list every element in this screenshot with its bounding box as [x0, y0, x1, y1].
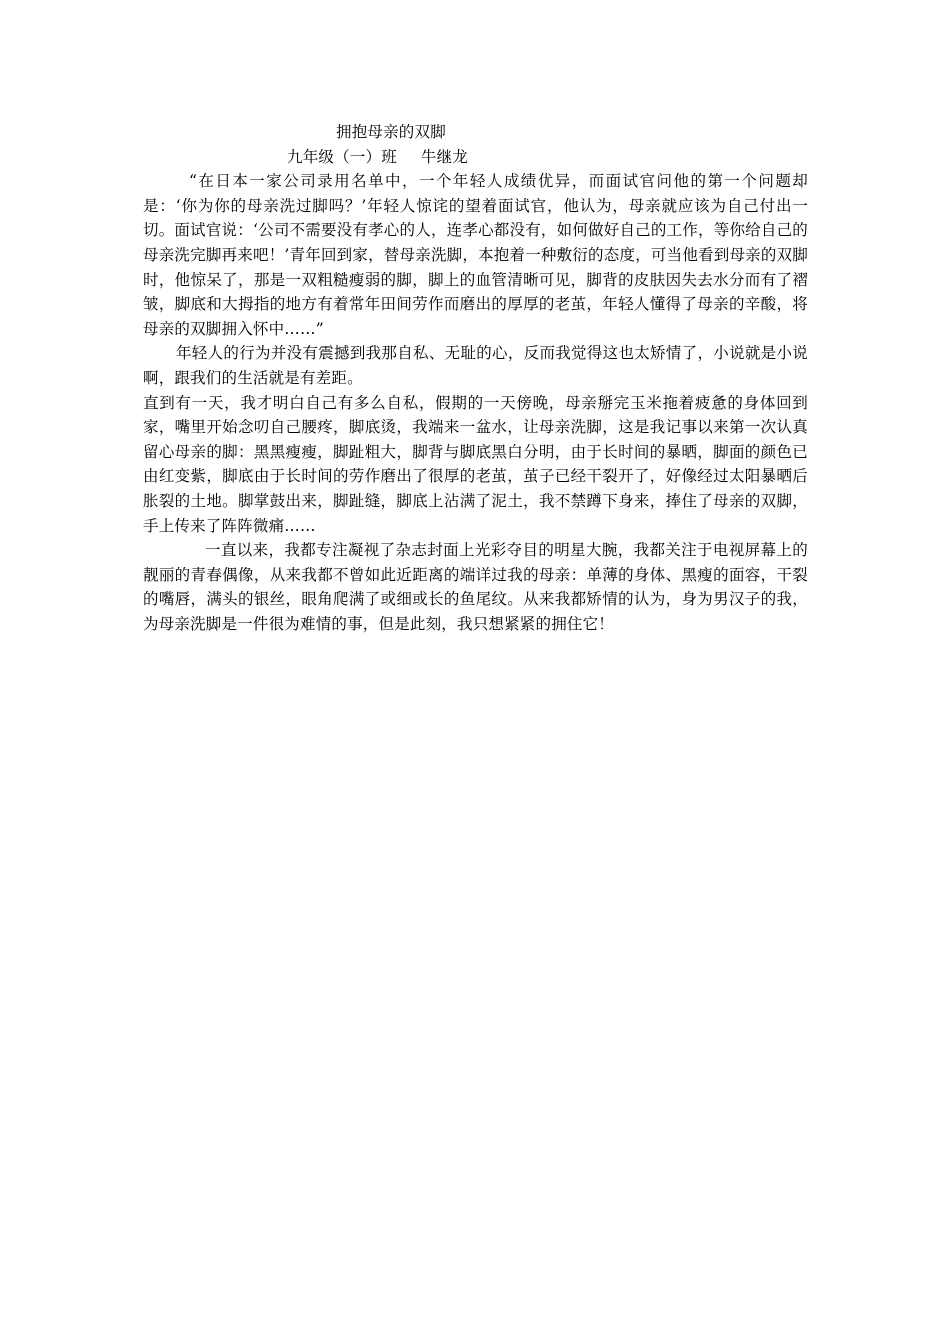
byline	[143, 145, 808, 170]
class-name: 九年级（一）班	[287, 147, 397, 166]
paragraph-2: 年轻人的行为并没有震撼到我那自私、无耻的心，反而我觉得这也太矫情了，小说就是小说啊，跟我们的生活就是有差距。	[143, 344, 808, 387]
author-name: 牛继龙	[420, 147, 469, 166]
document-body	[143, 120, 808, 636]
paragraph-4: 一直以来，我都专注凝视了杂志封面上光彩夺目的明星大腕，我都关注于电视屏幕上的靓丽的青春偶像，从来我都不曾如此近距离的端详过我的母亲：单薄的身体、黑瘦的面容，干裂的嘴唇，满头的银丝，眼角爬满了或细或长的鱼尾纹。从来我都矫情的认为，身为男汉子的我，为母亲洗脚是一件很为难情的事，但是此刻，我只想紧紧的拥住它！	[143, 541, 808, 633]
document-title: 拥抱母亲的双脚	[336, 123, 446, 141]
paragraph-1: “在日本一家公司录用名单中，一个年轻人成绩优异，而面试官问他的第一个问题却是：‘你为你的母亲洗过脚吗？’年轻人惊诧的望着面试官，他认为，母亲就应该为自己付出一切。面试官说：‘公司不需要没有孝心的人，连孝心都没有，如何做好自己的工作，等你给自己的母亲洗完脚再来吧！’青年回到家，替母亲洗脚，本抱着一种敷衍的态度，可当他看到母亲的双脚时，他惊呆了，那是一双粗糙瘦弱的脚，脚上的血管清晰可见，脚背的皮肤因失去水分而有了褶皱，脚底和大拇指的地方有着常年田间劳作而磨出的厚厚的老茧，年轻人懂得了母亲的辛酸，将母亲的双脚拥入怀中……”	[143, 172, 808, 338]
paragraph-3: 直到有一天，我才明白自己有多么自私，假期的一天傍晚，母亲掰完玉米拖着疲惫的身体回到家，嘴里开始念叨自己腰疼，脚底烫，我端来一盆水，让母亲洗脚，这是我记事以来第一次认真留心母亲的脚：黑黑瘦瘦，脚趾粗大，脚背与脚底黑白分明，由于长时间的暴晒，脚面的颜色已由红变紫，脚底由于长时间的劳作磨出了很厚的老茧，茧子已经干裂开了，好像经过太阳暴晒后胀裂的土地。脚掌鼓出来，脚趾缝，脚底上沾满了泥土，我不禁蹲下身来，捧住了母亲的双脚，手上传来了阵阵微痛……	[143, 393, 808, 535]
